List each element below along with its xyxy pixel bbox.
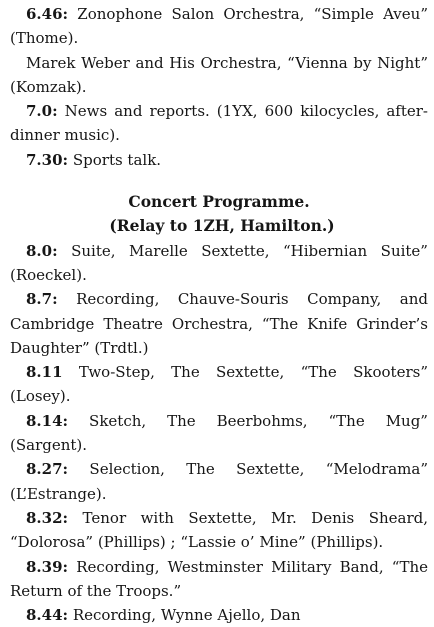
entry-time: 6.46: bbox=[26, 5, 69, 23]
programme-entry bbox=[10, 457, 428, 506]
entry-time: 8.11 bbox=[26, 363, 63, 382]
programme-entry bbox=[10, 287, 428, 360]
heading-subtitle: (Relay to 1ZH, Hamilton.) bbox=[109, 216, 335, 236]
entry-time: 8.32: bbox=[26, 508, 69, 527]
entry-text: Sketch, The Beerbohms, “The Mug” (Sargent). bbox=[10, 411, 428, 455]
entry-text: Selection, The Sextette, “Melodrama” (L’Estrange). bbox=[10, 460, 428, 503]
entry-text: Recording, Westminster Military Band, “The Return of the Troops.” bbox=[10, 557, 428, 600]
programme-entry bbox=[10, 555, 428, 604]
programme-entry bbox=[10, 51, 428, 100]
entry-text: News and reports. (1YX, 600 kilocycles, after-dinner music). bbox=[10, 102, 428, 145]
programme-entry bbox=[10, 360, 428, 409]
entry-time: 8.27: bbox=[26, 460, 69, 479]
entry-time: 8.0: bbox=[26, 241, 58, 260]
programme-entry bbox=[10, 409, 428, 458]
entry-time: 8.7: bbox=[26, 290, 58, 309]
entry-text: Two-Step, The Sextette, “The Skooters” (Losey). bbox=[10, 363, 428, 406]
entry-time: 8.14: bbox=[26, 411, 69, 430]
entry-text: Tenor with Sextette, Mr. Denis Sheard, “Dolorosa” (Phillips) ; “Lassie o’ Mine” (Phillips). bbox=[10, 508, 428, 552]
entry-time: 8.39: bbox=[26, 557, 69, 576]
entry-time: 7.0: bbox=[26, 102, 58, 121]
entry-text: Recording, Chauve-Souris Company, and Cambridge Theatre Orchestra, “The Knife Grinder’s Daughter” (Trdtl.) bbox=[10, 290, 428, 357]
programme-entry bbox=[10, 2, 428, 51]
entry-text: Marek Weber and His Orchestra, “Vienna by Night” (Komzak). bbox=[10, 53, 428, 96]
programme-entry bbox=[10, 148, 428, 172]
entry-text: Recording, Wynne Ajello, Dan bbox=[72, 606, 301, 625]
entry-text: Sports talk. bbox=[72, 150, 162, 169]
programme-entry bbox=[10, 99, 428, 148]
programme-entry bbox=[10, 239, 428, 288]
entry-text: Zonophone Salon Orchestra, “Simple Aveu” (Thome). bbox=[10, 5, 428, 48]
programme-entry bbox=[10, 506, 428, 555]
entry-text: Suite, Marelle Sextette, “Hibernian Suite” (Roeckel). bbox=[10, 241, 428, 284]
entry-time: 8.44: bbox=[26, 606, 69, 625]
entry-time: 7.30: bbox=[26, 150, 69, 169]
concert-heading bbox=[10, 190, 428, 239]
heading-title: Concert Programme. bbox=[128, 192, 310, 212]
